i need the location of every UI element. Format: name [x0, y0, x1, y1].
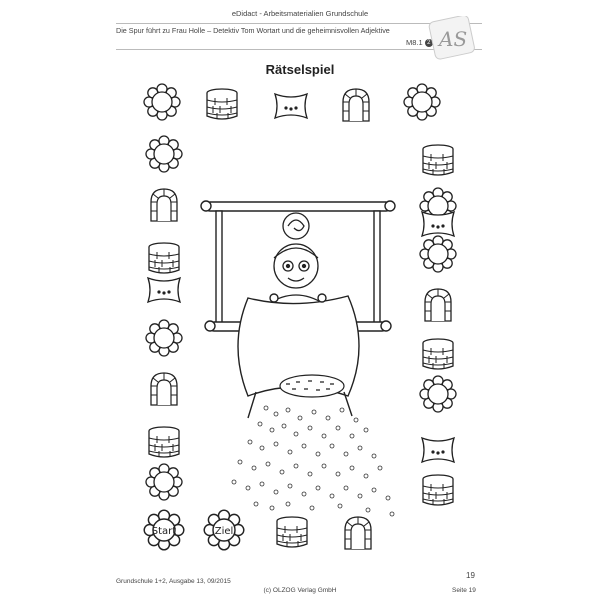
field-well	[149, 243, 179, 273]
snow-bowl	[280, 375, 344, 397]
snowflakes	[232, 406, 394, 516]
worksheet-subtitle: Die Spur führt zu Frau Holle – Detektiv Tom Wortart und die geheimnisvollen Adjektive	[116, 26, 390, 35]
big-pillow	[238, 294, 359, 418]
field-well	[277, 517, 307, 547]
field-pillow	[275, 94, 307, 118]
field-well	[423, 339, 453, 369]
worksheet-title: Rätselspiel	[265, 62, 335, 77]
field-well	[423, 145, 453, 175]
field-oven	[345, 517, 371, 549]
field-pillow	[422, 438, 454, 462]
start-label: Start	[151, 526, 177, 537]
game-board	[116, 78, 486, 558]
goal-label: Ziel	[214, 526, 234, 537]
field-well	[423, 475, 453, 505]
field-flower	[420, 376, 456, 412]
field-pillow	[148, 278, 180, 302]
footer-copyright: (c) OLZOG Verlag GmbH	[263, 587, 337, 594]
goal-field	[204, 510, 244, 550]
frau-holle-figure	[268, 213, 324, 304]
field-flower	[144, 84, 180, 120]
logo-glyph: AS	[439, 27, 468, 51]
field-flower	[146, 320, 182, 356]
field-flower	[404, 84, 440, 120]
field-oven	[151, 373, 177, 405]
field-flower	[146, 136, 182, 172]
field-oven	[425, 289, 451, 321]
start-field	[144, 510, 184, 550]
publisher-logo	[428, 16, 478, 60]
footer-edition: Grundschule 1+2, Ausgabe 13, 09/2015	[116, 578, 231, 585]
field-flower	[420, 236, 456, 272]
field-oven	[151, 189, 177, 221]
field-well	[149, 427, 179, 457]
worksheet-code-text: M8.1	[406, 38, 423, 47]
field-oven	[343, 89, 369, 121]
publisher-line: eDidact - Arbeitsmaterialien Grundschule	[231, 9, 369, 18]
field-well	[207, 89, 237, 119]
field-flower	[146, 464, 182, 500]
field-pillow	[422, 212, 454, 236]
page-number: 19	[466, 571, 475, 580]
code-badge: 2	[425, 39, 433, 47]
page-label: Seite 19	[452, 587, 476, 594]
